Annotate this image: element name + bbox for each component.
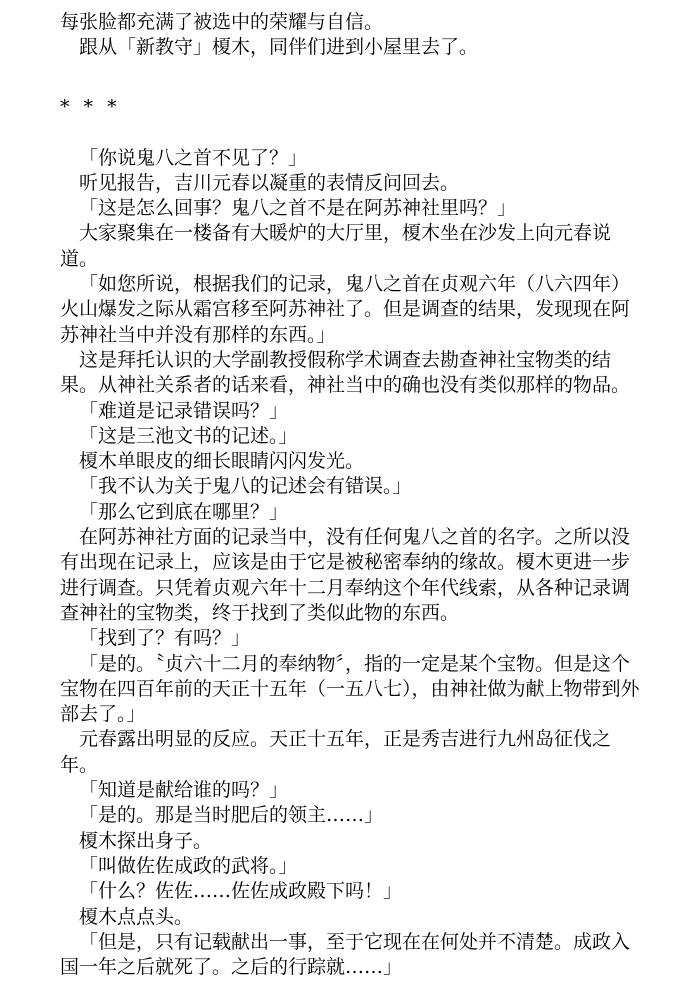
document-page [60,10,640,980]
paragraph: 「这是三池文书的记述。」 [79,424,298,447]
paragraph: 听见报告，吉川元春以凝重的表情反问回去。 [79,171,460,194]
paragraph: 跟从「新教守」榎木，同伴们进到小屋里去了。 [79,36,479,59]
paragraph: 「这是怎么回事？鬼八之首不是在阿苏神社里吗？」 [79,197,517,220]
paragraph: 「是的。那是当时肥后的领主……」 [79,804,384,827]
paragraph: 「叫做佐佐成政的武将。」 [79,854,298,877]
paragraph: 大家聚集在一楼备有大暖炉的大厅里，榎木坐在沙发上向元春说道。 [60,222,612,270]
paragraph: 「你说鬼八之首不见了？」 [79,146,308,169]
paragraph: 「是的。〝贞六十二月的奉纳物〞，指的一定是某个宝物。但是这个宝物在四百年前的天正十五年（一五八七），由神社做为献上物带到外部去了。」 [60,652,640,726]
paragraph: 榎木探出身子。 [79,829,213,852]
paragraph: 「但是，只有记载献出一事，至于它现在在何处并不清楚。成政入国一年之后就死了。之后的行踪就……」 [60,930,631,979]
paragraph: 「如您所说，根据我们的记录，鬼八之首在贞观六年（八六四年）火山爆发之际从霜宫移至阿苏神社了。但是调查的结果，发现现在阿苏神社当中并没有那样的东西。」 [60,273,631,346]
paragraph: 每张脸都充满了被选中的荣耀与自信。 [60,11,384,33]
section-separator: * * * [60,95,121,118]
paragraph: 「我不认为关于鬼八的记述会有错误。」 [79,475,412,498]
paragraph: 「找到了？有吗？」 [79,627,251,650]
paragraph: 元春露出明显的反应。天正十五年，正是秀吉进行九州岛征伐之年。 [60,728,612,776]
paragraph: 「什么？佐佐……佐佐成政殿下吗！」 [79,880,403,903]
paragraph: 榎木点点头。 [79,905,194,928]
paragraph: 「难道是记录错误吗？」 [79,399,289,422]
paragraph: 榎木单眼皮的细长眼睛闪闪发光。 [79,450,365,473]
paragraph: 「知道是献给谁的吗？」 [79,779,289,802]
paragraph: 在阿苏神社方面的记录当中，没有任何鬼八之首的名字。之所以没有出现在记录上，应该是由于它是被秘密奉纳的缘故。榎木更进一步进行调查。只凭着贞观六年十二月奉纳这个年代线索，从各种记录调查神社的宝物类，终于找到了类似此物的东西。 [60,526,631,624]
paragraph: 这是拜托认识的大学副教授假称学术调查去勘查神社宝物类的结果。从神社关系者的话来看，神社当中的确也没有类似那样的物品。 [60,348,631,397]
paragraph: 「那么它到底在哪里？」 [79,500,289,523]
